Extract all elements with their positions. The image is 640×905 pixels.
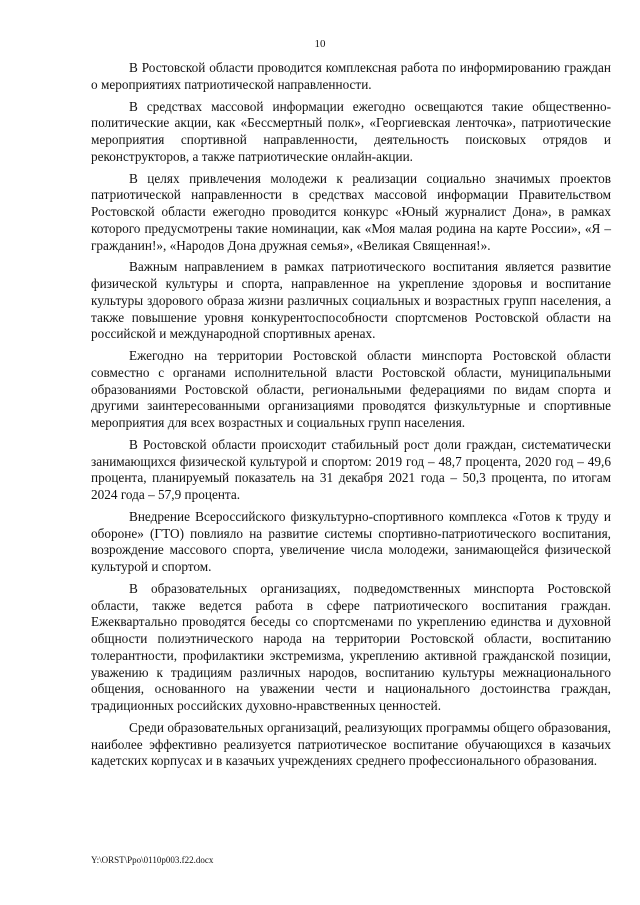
- paragraph: В средствах массовой информации ежегодно освещаются такие общественно-политические акции, как «Бессмертный полк», «Георгиевская ленточка», патриотические мероприятия спортивной направленности, деятельность поисковых отрядов и реконструкторов, а также патриотические онлайн-акции.: [91, 98, 611, 164]
- file-path-footer: Y:\ORST\Ppo\0110p003.f22.docx: [91, 855, 214, 865]
- paragraph: В образовательных организациях, подведомственных минспорта Ростовской области, также ведется работа в сфере патриотического воспитания граждан. Ежеквартально проводятся беседы со спортсменами по укреплению единства и духовной общности полиэтнического народа на территории Ростовской области, воспитанию толерантности, профилактики экстремизма, укреплению активной гражданской позиции, уважению к традициям различных народов, воспитанию культуры межнационального общения, основанного на уважении чести и национального достоинства граждан, традиционных российских духовно-нравственных ценностей.: [91, 580, 611, 713]
- paragraph: Внедрение Всероссийского физкультурно-спортивного комплекса «Готов к труду и обороне» (ГТО) повлияло на развитие системы спортивно-патриотического воспитания, возрождение массового спорта, увеличение числа молодежи, занимающейся физической культурой и спортом.: [91, 508, 611, 574]
- paragraph: Важным направлением в рамках патриотического воспитания является развитие физической культуры и спорта, направленное на укрепление здоровья и воспитание культуры здорового образа жизни различных социальных и возрастных групп населения, а также повышение уровня конкурентоспособности спортсменов Ростовской области на российской и международной спортивных аренах.: [91, 259, 611, 342]
- document-body: [91, 60, 611, 775]
- paragraph: Ежегодно на территории Ростовской области минспорта Ростовской области совместно с органами исполнительной власти Ростовской области, муниципальными образованиями Ростовской области, региональными федерациями по видам спорта и другими заинтересованными организациями проводятся физкультурные и спортивные мероприятия для всех возрастных и социальных групп населения.: [91, 348, 611, 430]
- paragraph: В Ростовской области проводится комплексная работа по информированию граждан о мероприятиях патриотической направленности.: [91, 60, 611, 92]
- paragraph: Среди образовательных организаций, реализующих программы общего образования, наиболее эффективно реализуется патриотическое воспитание обучающихся в казачьих кадетских корпусах и в казачьих учреждениях среднего профессионального образования.: [91, 719, 611, 769]
- paragraph: В Ростовской области происходит стабильный рост доли граждан, систематически занимающихся физической культурой и спортом: 2019 год – 48,7 процента, 2020 год – 49,6 процента, планируемый показатель на 31 декабря 2021 года – 50,3 процента, по итогам 2024 года – 57,9 процента.: [91, 436, 611, 502]
- paragraph: В целях привлечения молодежи к реализации социально значимых проектов патриотической направленности в средствах массовой информации Правительством Ростовской области ежегодно проводится конкурс «Юный журналист Дона», в рамках которого предусмотрены такие номинации, как «Моя малая родина на карте России», «Я – гражданин!», «Народов Дона дружная семья», «Великая Священная!».: [91, 170, 611, 253]
- page-number: 10: [314, 38, 326, 50]
